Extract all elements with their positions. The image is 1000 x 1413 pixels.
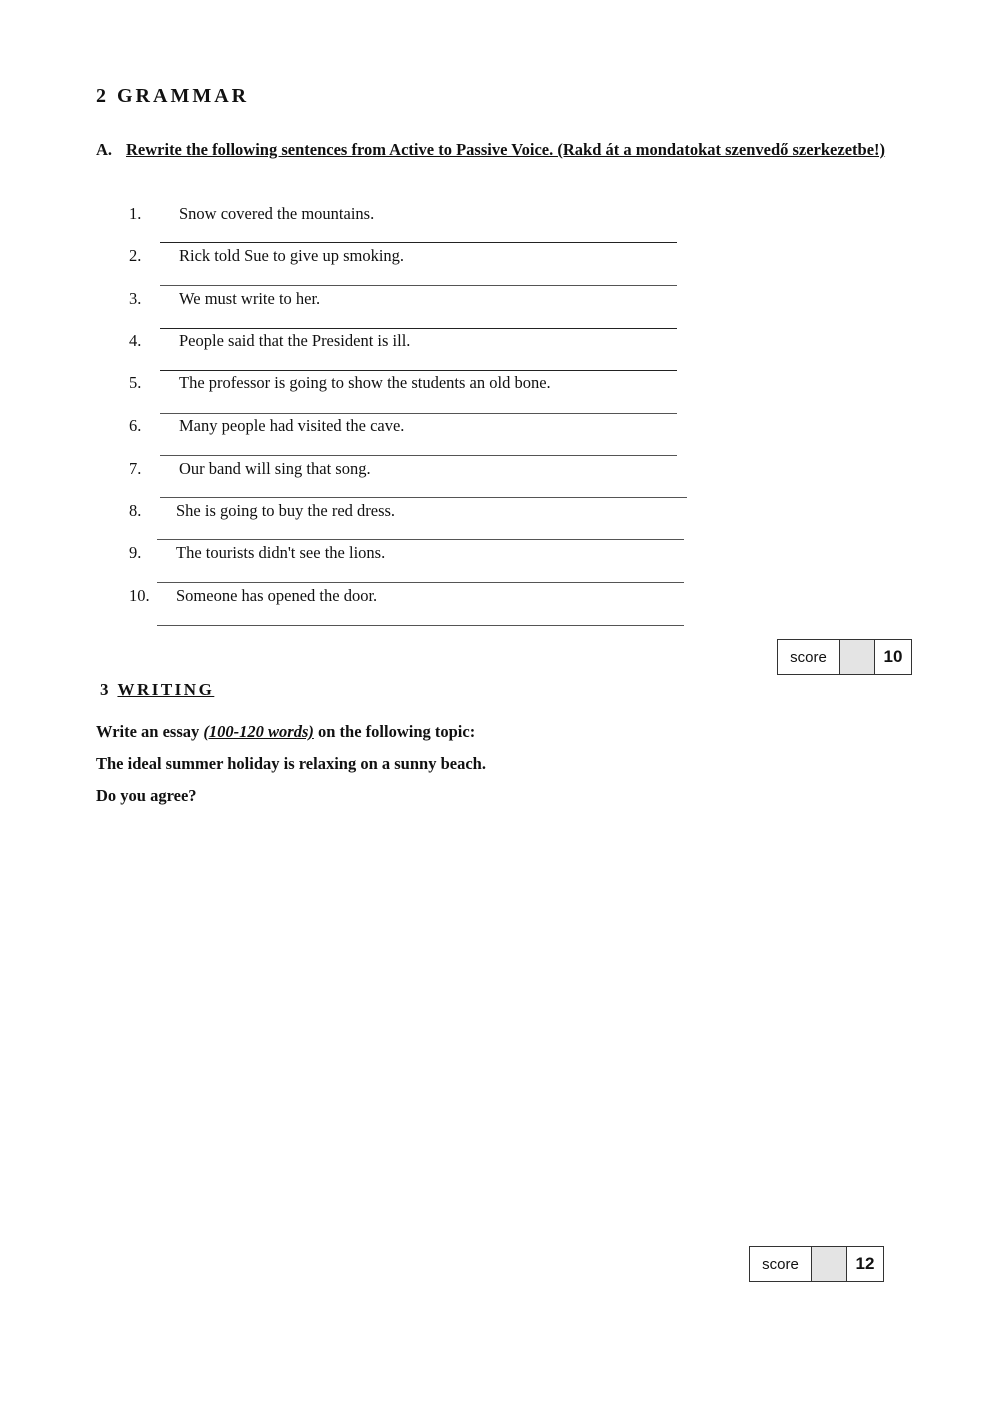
item-sentence: We must write to her. — [179, 289, 321, 308]
item-sentence: She is going to buy the red dress. — [176, 501, 396, 520]
answer-line-6[interactable] — [160, 455, 677, 456]
writing-section-number: 3 — [100, 680, 111, 699]
essay-question: Do you agree? — [96, 786, 197, 805]
item-sentence: Someone has opened the door. — [176, 586, 378, 605]
essay-topic: The ideal summer holiday is relaxing on a sunny beach. — [96, 754, 486, 773]
item-number: 4. — [129, 331, 142, 350]
item-number: 9. — [129, 543, 142, 562]
answer-line-5[interactable] — [160, 413, 677, 414]
writing-section-title — [100, 680, 214, 700]
grammar-section-name: GRAMMAR — [117, 85, 250, 107]
essay-instruction-start: Write an essay — [96, 722, 204, 741]
score-max-points: 12 — [855, 1254, 875, 1273]
item-sentence: Many people had visited the cave. — [179, 416, 405, 435]
score-label: score — [778, 640, 840, 674]
item-number: 7. — [129, 459, 142, 478]
item-sentence: Our band will sing that song. — [179, 459, 371, 478]
essay-instruction-end: on the following topic: — [313, 722, 476, 741]
score-entry-field[interactable] — [812, 1247, 847, 1281]
task-marker: A. — [96, 140, 113, 159]
score-max-points: 10 — [883, 647, 903, 666]
score-label: score — [750, 1247, 812, 1281]
item-number: 5. — [129, 373, 142, 392]
item-number: 2. — [129, 246, 142, 265]
grammar-score-box — [777, 639, 912, 675]
writing-score-box — [749, 1246, 884, 1282]
answer-line-1[interactable] — [160, 242, 677, 243]
item-sentence: Rick told Sue to give up smoking. — [179, 246, 405, 265]
essay-instruction — [96, 722, 475, 742]
score-entry-field[interactable] — [840, 640, 875, 674]
essay-word-count: (100-120 words) — [203, 722, 314, 741]
grammar-task-instruction — [96, 139, 918, 160]
grammar-section-number: 2 — [96, 85, 109, 107]
item-number: 10. — [129, 586, 150, 605]
answer-line-3[interactable] — [160, 328, 677, 329]
item-sentence: The professor is going to show the students an old bone. — [179, 373, 551, 392]
answer-line-7[interactable] — [160, 497, 687, 498]
answer-line-2[interactable] — [160, 285, 677, 286]
grammar-section-title — [96, 85, 249, 108]
item-number: 8. — [129, 501, 142, 520]
writing-section-name: WRITING — [117, 680, 215, 699]
item-sentence: Snow covered the mountains. — [179, 204, 375, 223]
item-sentence: People said that the President is ill. — [179, 331, 411, 350]
answer-line-4[interactable] — [160, 370, 677, 371]
task-text: Rewrite the following sentences from Active to Passive Voice. (Rakd át a mondatokat szenvedő szerkezetbe!) — [126, 140, 886, 159]
item-number: 6. — [129, 416, 142, 435]
item-number: 1. — [129, 204, 142, 223]
answer-line-10[interactable] — [157, 625, 684, 626]
essay-writing-area[interactable] — [96, 820, 916, 1240]
answer-line-8[interactable] — [157, 539, 684, 540]
item-number: 3. — [129, 289, 142, 308]
item-sentence: The tourists didn't see the lions. — [176, 543, 386, 562]
answer-line-9[interactable] — [157, 582, 684, 583]
